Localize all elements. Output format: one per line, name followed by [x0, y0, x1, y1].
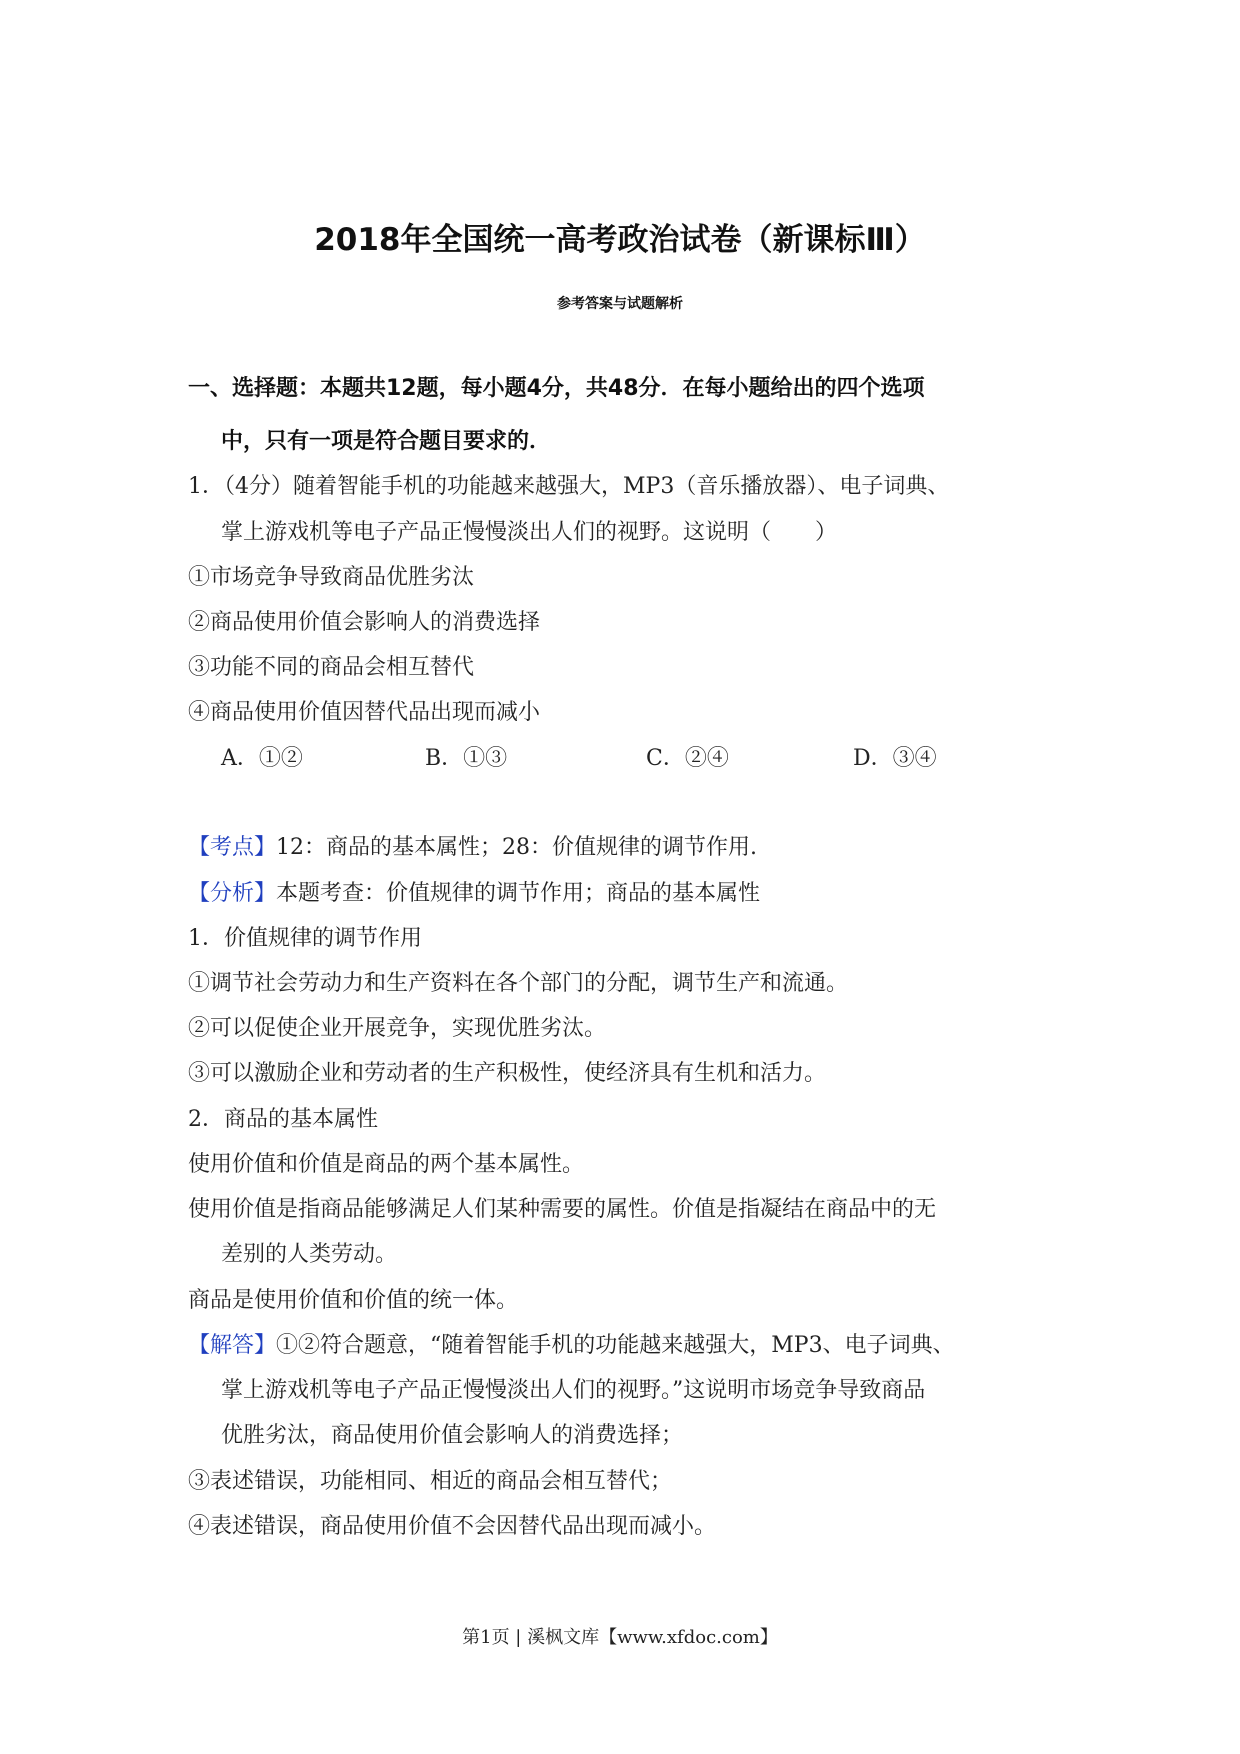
analysis-line: 差别的人类劳动。: [221, 1242, 398, 1267]
question-stem-line-1: 1．（4分）随着智能手机的功能越来越强大，MP3（音乐播放器）、电子词典、: [188, 474, 950, 499]
section-heading-line-2: 中，只有一项是符合题目要求的．: [221, 429, 552, 454]
page-footer: 第1页 | 溪枫文库【www.xfdoc.com】: [462, 1627, 778, 1648]
page-title: 2018年全国统一高考政治试卷（新课标Ⅲ）: [314, 222, 926, 258]
answer-line: 掌上游戏机等电子产品正慢慢淡出人们的视野。”这说明市场竞争导致商品: [221, 1378, 926, 1403]
question-stem-line-2: 掌上游戏机等电子产品正慢慢淡出人们的视野。这说明（ ）: [221, 520, 838, 545]
fenxi-text: 本题考查：价值规律的调节作用；商品的基本属性: [276, 881, 761, 906]
page-subtitle: 参考答案与试题解析: [557, 296, 683, 312]
question-item: ②商品使用价值会影响人的消费选择: [188, 610, 541, 635]
kaodian-line: [188, 833, 757, 863]
question-item: ①市场竞争导致商品优胜劣汰: [188, 565, 475, 590]
question-item: ③功能不同的商品会相互替代: [188, 655, 475, 680]
analysis-line: ①调节社会劳动力和生产资料在各个部门的分配，调节生产和流通。: [188, 971, 849, 996]
answer-option-d: D．③④: [853, 746, 937, 771]
answer-line: ④表述错误，商品使用价值不会因替代品出现而减小。: [188, 1514, 717, 1539]
analysis-line: 商品是使用价值和价值的统一体。: [188, 1288, 519, 1313]
analysis-line: ②可以促使企业开展竞争，实现优胜劣汰。: [188, 1016, 607, 1041]
answer-option-b: B．①③: [425, 746, 508, 771]
analysis-line: 使用价值和价值是商品的两个基本属性。: [188, 1152, 585, 1177]
question-item: ④商品使用价值因替代品出现而减小: [188, 700, 541, 725]
kaodian-tag: 【考点】: [188, 835, 277, 860]
analysis-line: 2．商品的基本属性: [188, 1107, 378, 1132]
answer-option-a: A．①②: [221, 746, 303, 771]
answer-option-c: C．②④: [646, 746, 729, 771]
jieda-tag: 【解答】: [188, 1333, 277, 1358]
analysis-line: 1．价值规律的调节作用: [188, 926, 422, 951]
analysis-line: 使用价值是指商品能够满足人们某种需要的属性。价值是指凝结在商品中的无: [188, 1197, 937, 1222]
analysis-line: ③可以激励企业和劳动者的生产积极性，使经济具有生机和活力。: [188, 1061, 827, 1086]
kaodian-text: 12：商品的基本属性；28：价值规律的调节作用.: [276, 835, 757, 860]
fenxi-tag: 【分析】: [188, 881, 277, 906]
jieda-line: [188, 1331, 955, 1361]
answer-line: 优胜劣汰，商品使用价值会影响人的消费选择；: [221, 1423, 684, 1448]
section-heading-line-1: 一、选择题：本题共12题，每小题4分，共48分．在每小题给出的四个选项: [188, 376, 925, 401]
jieda-text: ①②符合题意，“随着智能手机的功能越来越强大，MP3、电子词典、: [276, 1333, 955, 1358]
fenxi-line: [188, 879, 760, 909]
answer-line: ③表述错误，功能相同、相近的商品会相互替代；: [188, 1469, 673, 1494]
